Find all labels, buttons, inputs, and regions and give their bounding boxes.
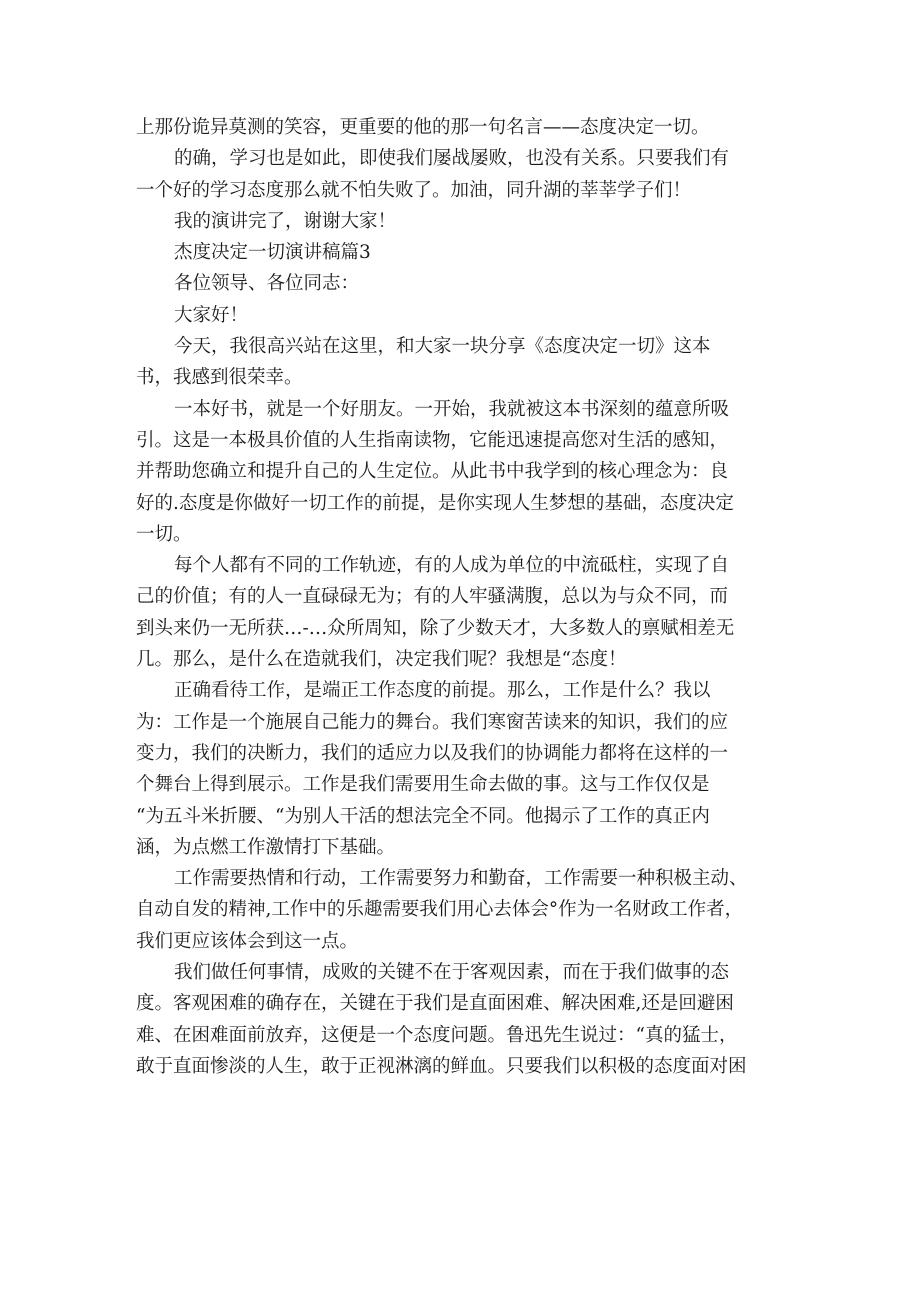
text-line-27: 我们更应该体会到这一点。 [136,930,359,952]
salutation-line: 各位领导、各位同志： [174,273,360,295]
text-line-24: 涵，为点燃工作激情打下基础。 [136,836,396,858]
text-line-10: 一本好书，就是一个好朋友。一开始，我就被这本书深刻的蕴意所吸 [174,398,730,420]
text-line-18: 几。那么，是什么在造就我们，决定我们呢？我想是“态度！ [136,649,627,671]
text-line-8: 今天，我很高兴站在这里，和大家一块分享《态度决定一切》这本 [174,336,711,358]
text-line-28: 我们做任何事情，成败的关键不在于客观因素，而在于我们做事的态 [174,962,730,984]
text-line-16: 己的价值；有的人一直碌碌无为；有的人牢骚满腹，总以为与众不同，而 [136,586,729,608]
text-line-19: 正确看待工作，是端正工作态度的前提。那么，工作是什么？我以 [174,680,711,702]
text-line-26: 自动自发的精神,工作中的乐趣需要我们用心去体会°作为一名财政工作者， [136,899,744,921]
text-line-2: 的确，学习也是如此，即使我们屡战屡败，也没有关系。只要我们有 [174,148,730,170]
text-line-14: 一切。 [136,523,192,545]
text-line-22: 个舞台上得到展示。工作是我们需要用生命去做的事。这与工作仅仅是 [136,774,710,796]
text-line-13: 好的.态度是你做好一切工作的前提，是你实现人生梦想的基础，态度决定 [136,492,734,514]
text-line-30: 难、在困难面前放弃，这便是一个态度问题。鲁迅先生说过：“真的猛士， [136,1024,738,1046]
text-line-29: 度。客观困难的确存在，关键在于我们是直面困难、解决困难,还是回避困 [136,993,734,1015]
text-line-21: 变力，我们的决断力，我们的适应力以及我们的协调能力都将在这样的一 [136,742,729,764]
text-line-15: 每个人都有不同的工作轨迹，有的人成为单位的中流砥柱，实现了自 [174,555,730,577]
greeting-line: 大家好！ [174,304,249,326]
text-line-17: 到头来仍一无所获…-…众所周知，除了少数天才，大多数人的禀赋相差无 [136,617,735,639]
text-line-1: 上那份诡异莫测的笑容，更重要的他的那一句名言——态度决定一切。 [136,117,710,138]
text-line-23: “为五斗米折腰、“为别人干活的想法完全不同。他揭示了工作的真正内 [136,805,710,827]
text-line-12: 并帮助您确立和提升自己的人生定位。从此书中我学到的核心理念为：良 [136,461,729,483]
section-heading: 杰度决定一切演讲稿篇3 [174,242,371,264]
text-line-31: 敢于直面惨淡的人生，敢于正视淋漓的鲜血。只要我们以积极的态度面对困 [136,1055,747,1077]
text-line-11: 引。这是一本极具价值的人生指南读物，它能迅速提高您对生活的感知， [136,429,729,451]
document-body [136,112,796,1082]
text-line-20: 为：工作是一个施展自己能力的舞台。我们寒窗苦读来的知识，我们的应 [136,711,729,733]
text-line-25: 工作需要热情和行动，工作需要努力和勤奋，工作需要一种积极主动、 [174,868,748,890]
text-line-3: 一个好的学习态度那么就不怕失败了。加油，同升湖的莘莘学子们！ [136,179,692,201]
text-line-9: 书，我感到很荣幸。 [136,367,303,389]
text-line-4: 我的演讲完了，谢谢大家！ [174,210,397,232]
